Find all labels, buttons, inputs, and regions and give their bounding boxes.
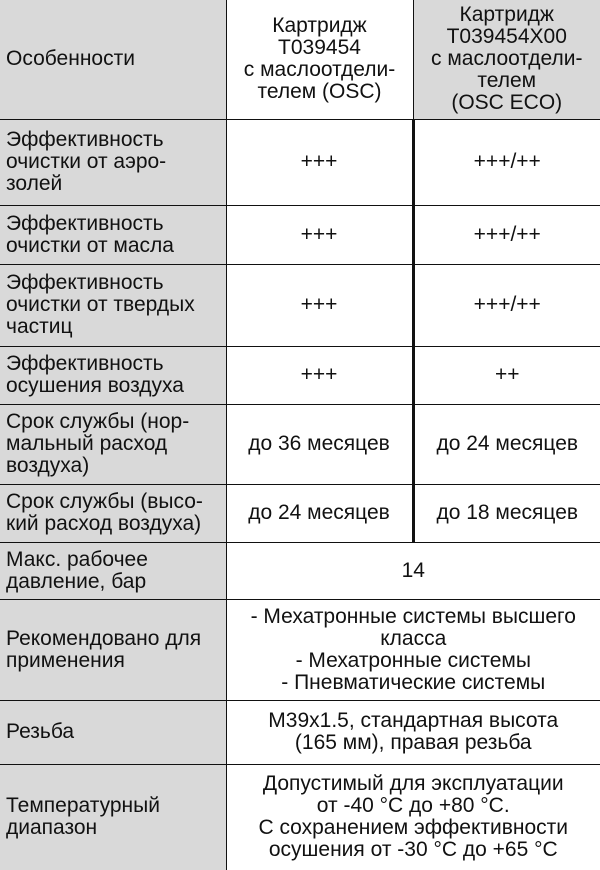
row-value-eco: +++/++	[413, 205, 600, 264]
recommended-row	[0, 599, 600, 700]
row-label: Эффективность очистки от твердых частиц	[0, 264, 226, 346]
header-feature: Особенности	[0, 0, 226, 119]
row-value-eco: ++	[413, 346, 600, 404]
temperature-row	[0, 764, 600, 870]
row-value-eco: +++/++	[413, 119, 600, 205]
row-label: Срок службы (нор- мальный расход воздуха)	[0, 404, 226, 484]
row-label: Эффективность очистки от масла	[0, 205, 226, 264]
header-osc-eco-cartridge: Картридж T039454X00 с маслоотдели- телем (OSC ECO)	[413, 0, 600, 119]
table-row	[0, 346, 600, 404]
pressure-row	[0, 542, 600, 599]
recommended-label: Рекомендовано для применения	[0, 599, 226, 700]
recommended-value: - Мехатронные системы высшего класса - Мехатронные системы - Пневматические системы	[226, 599, 600, 700]
table-row	[0, 404, 600, 484]
row-value-osc: до 24 месяцев	[226, 484, 413, 542]
row-value-osc: +++	[226, 205, 413, 264]
row-value-osc: +++	[226, 119, 413, 205]
temperature-value: Допустимый для эксплуатации от -40 °С до +80 °С. С сохранением эффективности осушения от -30 °С до +65 °С	[226, 764, 600, 870]
header-osc-cartridge: Картридж T039454 с маслоотдели- телем (OSC)	[226, 0, 413, 119]
row-label: Эффективность осушения воздуха	[0, 346, 226, 404]
pressure-value: 14	[226, 542, 600, 599]
row-value-eco: до 18 месяцев	[413, 484, 600, 542]
thread-row	[0, 700, 600, 764]
row-label: Эффективность очистки от аэро- золей	[0, 119, 226, 205]
row-value-osc: +++	[226, 346, 413, 404]
table-row	[0, 264, 600, 346]
row-label: Срок службы (высо- кий расход воздуха)	[0, 484, 226, 542]
header-row	[0, 0, 600, 119]
thread-label: Резьба	[0, 700, 226, 764]
row-value-osc: +++	[226, 264, 413, 346]
pressure-label: Макс. рабочее давление, бар	[0, 542, 226, 599]
row-value-osc: до 36 месяцев	[226, 404, 413, 484]
row-value-eco: до 24 месяцев	[413, 404, 600, 484]
row-value-eco: +++/++	[413, 264, 600, 346]
table-row	[0, 205, 600, 264]
table-row	[0, 484, 600, 542]
thread-value: M39x1.5, стандартная высота (165 мм), правая резьба	[226, 700, 600, 764]
temperature-label: Температурный диапазон	[0, 764, 226, 870]
table-row	[0, 119, 600, 205]
